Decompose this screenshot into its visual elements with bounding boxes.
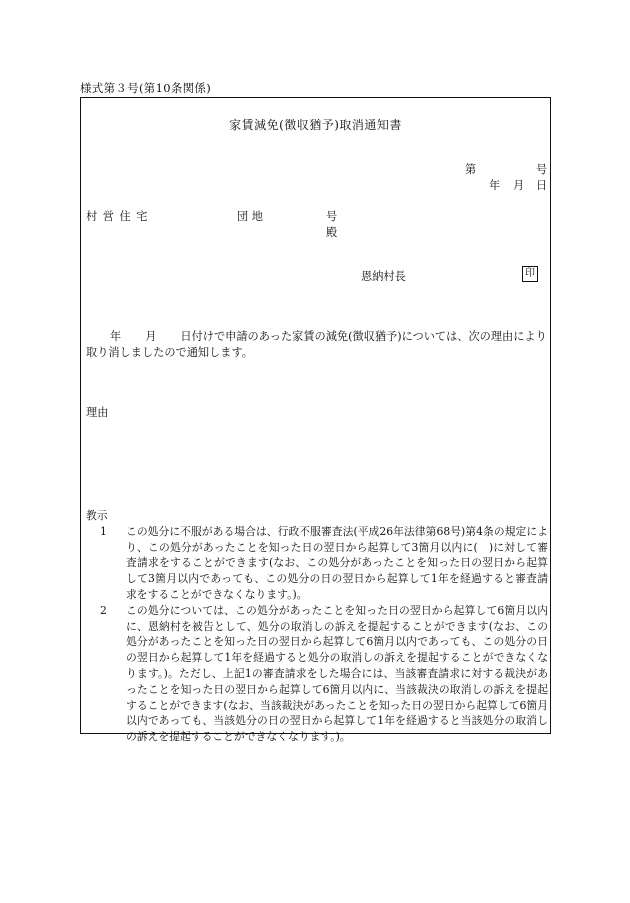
form-number: 様式第３号(第10条関係): [80, 81, 212, 95]
doc-number-prefix: 第: [465, 163, 477, 176]
document-frame: [80, 97, 551, 744]
recipient-complex: 団 地: [237, 210, 263, 223]
notice-body: 日付けで申請のあった家賃の減免(徴収猶予)については、次の理由により取り消しましたので通知します。: [86, 330, 547, 359]
date-year: 年: [489, 179, 501, 192]
instruction-item: [86, 603, 548, 745]
instructions-heading: 教示: [86, 509, 108, 522]
issuer-name: 恩納村長: [361, 270, 406, 283]
instruction-text: この処分については、この処分があったことを知った日の翌日から起算して6箇月以内に、恩納村を被告として、処分の取消しの訴えを提起することができます(なお、この処分があったことを知った日の翌日から起算して6箇月以内であっても、この処分の日の翌日から起算して1年を経過すると処分の取消しの訴えを提起することができなくなります。)。ただし、上記1の審査請求をした場合には、当該審査請求に対する裁決があったことを知った日の翌日から起算して6箇月以内に、当該裁決の取消しの訴えを提起することができます(なお、当該裁決があったことを知った日の翌日から起算して6箇月以内であっても、当該処分の日の翌日から起算して1年を経過すると当該処分の取消しの訴えを提起することができなくなります。)。: [126, 603, 548, 744]
notice-paragraph: [86, 329, 548, 361]
recipient-honorific: 殿: [326, 226, 338, 239]
instruction-number: 1: [100, 524, 107, 538]
notice-month: 月: [145, 330, 157, 343]
document-title: 家賃減免(徴収猶予)取消通知書: [229, 118, 402, 132]
recipient-housing: 村 営 住 宅: [86, 210, 149, 223]
recipient-unit: 号: [326, 210, 338, 223]
reason-label: 理由: [86, 406, 109, 419]
instruction-item: [86, 524, 548, 603]
date-day: 日: [536, 179, 548, 192]
doc-number-suffix: 号: [536, 163, 548, 176]
notice-year: 年: [110, 330, 122, 343]
date-month: 月: [513, 179, 525, 192]
issuer-seal-wrap: [522, 266, 538, 282]
instruction-text: この処分に不服がある場合は、行政不服審査法(平成26年法律第68号)第4条の規定により、この処分があったことを知った日の翌日から起算して3箇月以内に( )に対して審査請求をすることができます(なお、この処分があったことを知った日の翌日から起算して3箇月以内であっても、この処分の日の翌日から起算して1年を経過すると審査請求をすることができなくなります。)。: [126, 524, 548, 601]
instruction-number: 2: [100, 603, 107, 617]
instructions-section: [86, 508, 548, 745]
seal-mark: 印: [522, 266, 538, 282]
